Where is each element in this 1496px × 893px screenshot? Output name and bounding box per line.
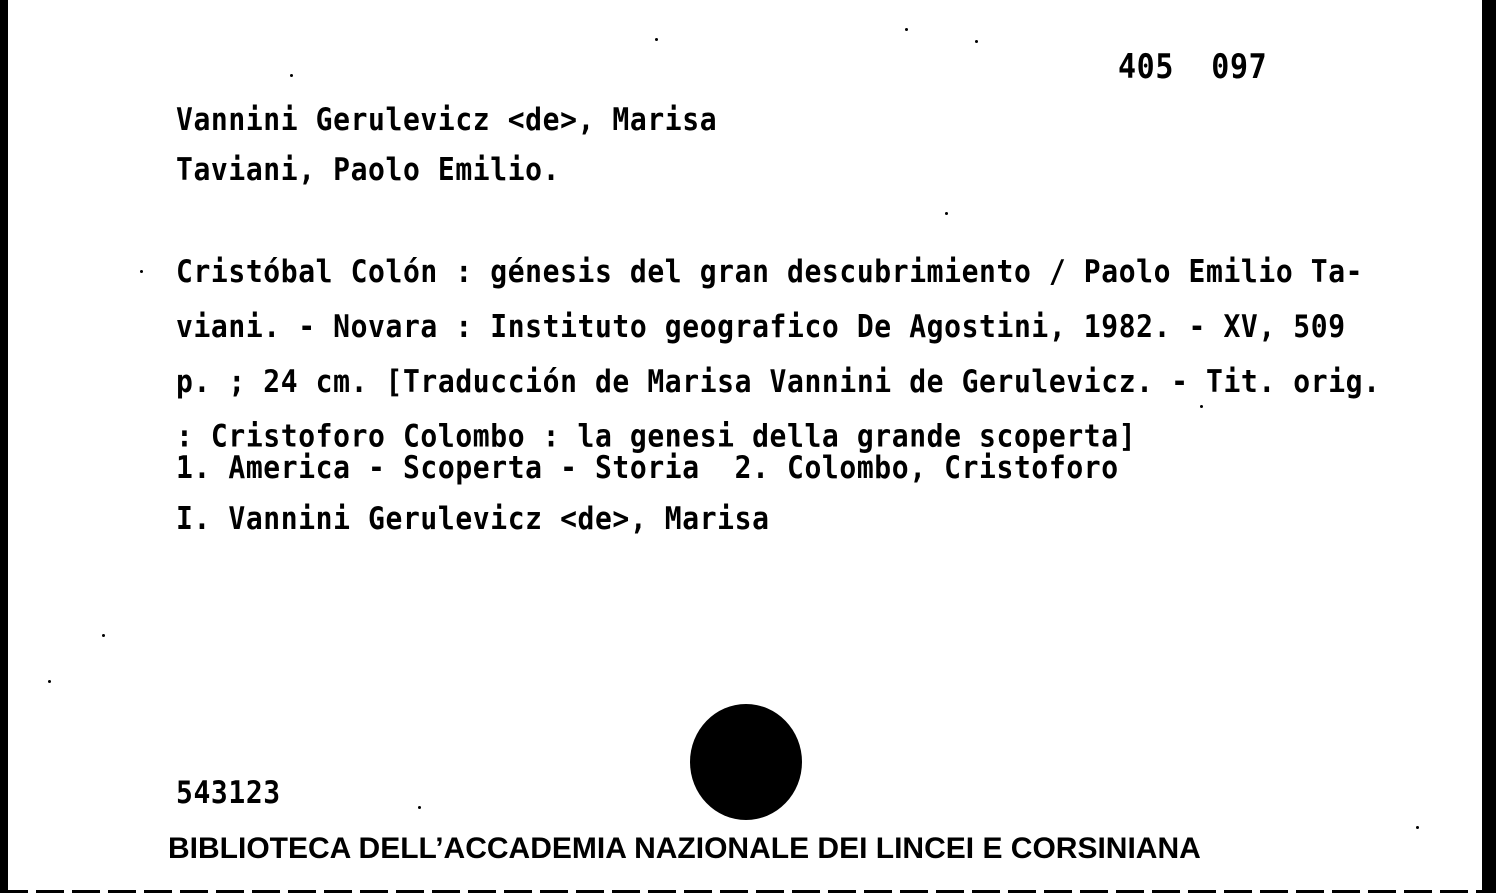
scan-speck [655, 38, 658, 41]
scan-speck [418, 806, 421, 809]
card-left-edge [0, 0, 8, 893]
card-punch-hole [690, 704, 802, 820]
scan-speck [975, 40, 978, 43]
scan-speck [290, 74, 293, 77]
heading-added-author: Vannini Gerulevicz <de>, Marisa [176, 100, 718, 138]
card-right-edge [1482, 0, 1496, 893]
accession-number: 543123 [176, 773, 281, 811]
added-entry-tracing: I. Vannini Gerulevicz <de>, Marisa [176, 499, 770, 537]
scan-speck [945, 212, 948, 215]
bibliographic-description: Cristóbal Colón : génesis del gran descubrimiento / Paolo Emilio Ta- viani. - Novara : Instituto geografico De Agostini, 1982. - XV, 509 p. ; 24 cm. [Traducción de Marisa Vannini de Gerulevicz. - Tit. orig. : Cristoforo Colombo : la genesi della grande scoperta] [176, 252, 1381, 455]
call-number: 405 097 [1118, 47, 1268, 88]
scan-speck [102, 634, 105, 637]
scan-speck [1200, 405, 1203, 408]
subject-tracings: 1. America - Scoperta - Storia 2. Colombo, Cristoforo [176, 448, 1119, 486]
scan-speck [140, 270, 143, 273]
scan-speck [48, 680, 51, 683]
heading-main-author: Taviani, Paolo Emilio. [176, 150, 561, 188]
library-name-footer: BIBLIOTECA DELL’ACCADEMIA NAZIONALE DEI LINCEI E CORSINIANA [168, 832, 1201, 865]
scan-speck [1416, 826, 1419, 829]
scan-speck [905, 28, 908, 31]
